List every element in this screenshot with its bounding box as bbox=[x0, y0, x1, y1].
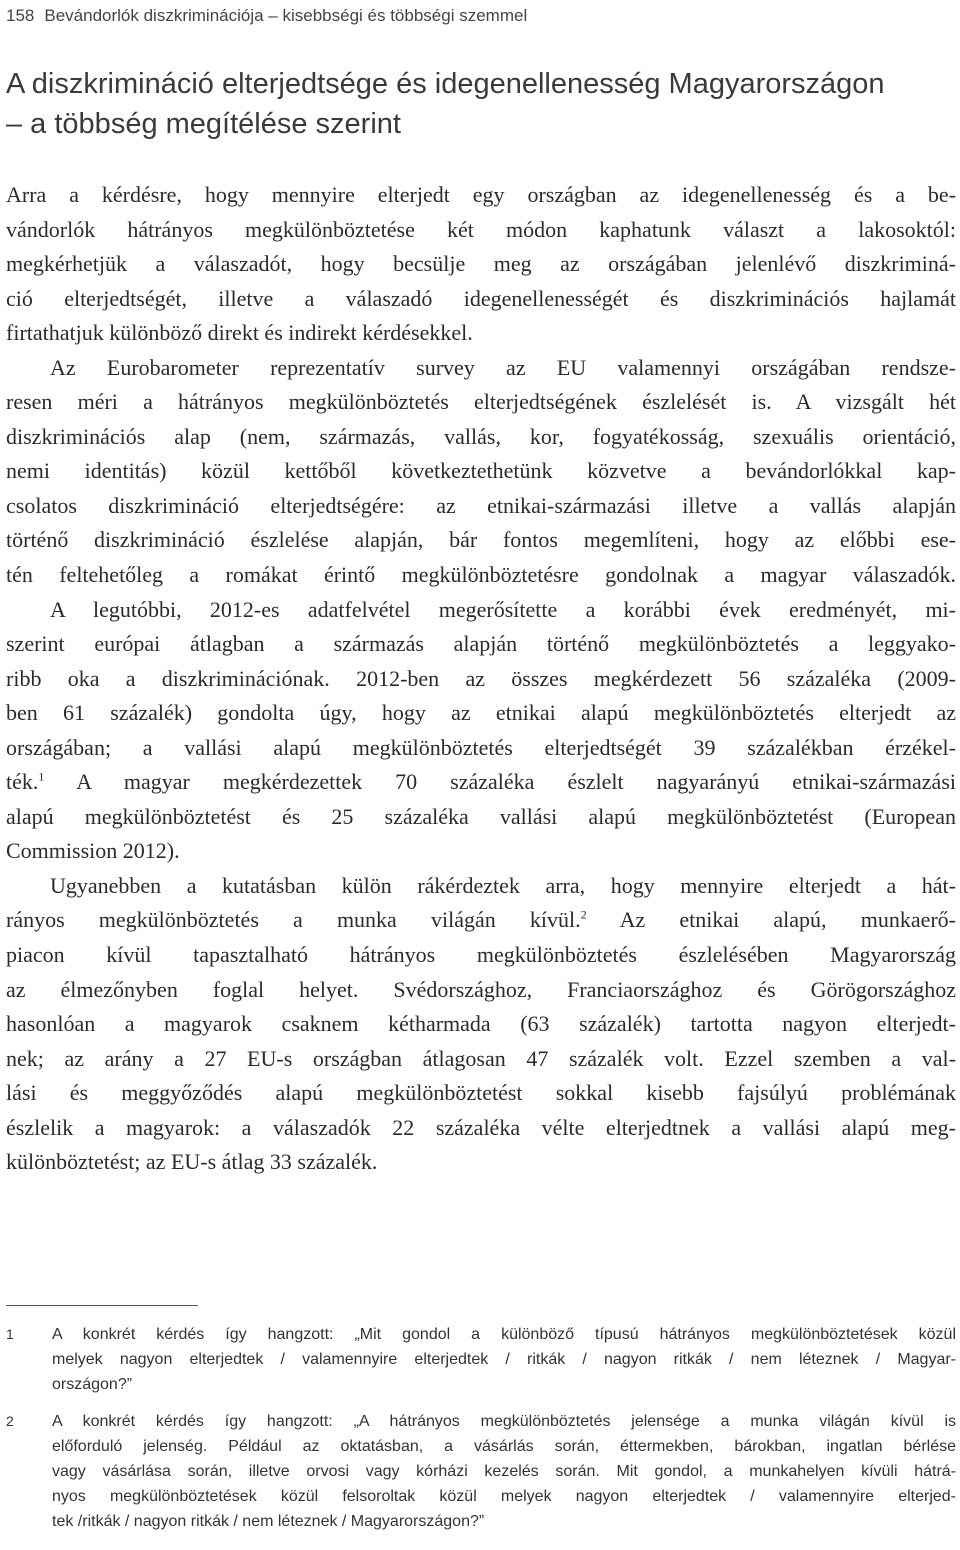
body-line: nemi identitás) közül kettőből következtethetünk közvetve a bevándorlókkal kap- bbox=[6, 458, 956, 484]
body-line: alapú megkülönböztetést és 25 százaléka vallási alapú megkülönböztetést (European bbox=[6, 803, 956, 829]
body-line: resen méri a hátrányos megkülönböztetés elterjedtségének észlelését is. A vizsgált hét bbox=[6, 389, 956, 415]
body-line: hasonlóan a magyarok csaknem kétharmada (63 százalék) tartotta nagyon elterjedt- bbox=[6, 1011, 956, 1037]
body-line: ció elterjedtségét, illetve a válaszadó idegenellenességét és diszkriminációs hajlamát bbox=[6, 285, 956, 311]
footnote-line: tek /ritkák / nagyon ritkák / nem léteznek / Magyarországon?” bbox=[52, 1513, 485, 1530]
body-line bbox=[6, 903, 956, 938]
footnote-line: A konkrét kérdés így hangzott: „A hátrányos megkülönböztetés jelensége a munka világán kívül is bbox=[52, 1413, 956, 1430]
section-title bbox=[6, 64, 956, 144]
footnote-line: melyek nagyon elterjedtek / valamennyire elterjedtek / ritkák / nagyon ritkák / nem léteznek / Magyar- bbox=[52, 1351, 956, 1368]
body-line: Commission 2012). bbox=[6, 838, 180, 864]
body-line: történő diszkrimináció észlelése alapján, bár fontos megemlíteni, hogy az előbbi ese- bbox=[6, 527, 956, 553]
footnote-2 bbox=[6, 1409, 956, 1534]
body-line: ben 61 százalék) gondolta úgy, hogy az etnikai alapú megkülönböztetés elterjedt az bbox=[6, 700, 956, 726]
body-line: különböztetést; az EU-s átlag 33 százalék. bbox=[6, 1149, 378, 1175]
body-line-rest: Az etnikai alapú, munkaerő- bbox=[619, 907, 956, 933]
running-header bbox=[6, 6, 527, 26]
footnote-line: nyos megkülönböztetések közül felsoroltak közül melyek nagyon elterjedtek / valamennyire elterjed- bbox=[52, 1488, 956, 1505]
footnote-ref-2[interactable]: 2 bbox=[580, 908, 587, 923]
body-line bbox=[6, 765, 956, 800]
body-line: országában; a vallási alapú megkülönböztetés elterjedtségét 39 százalékban érzékel- bbox=[6, 734, 956, 760]
footnote-number: 2 bbox=[6, 1413, 14, 1429]
body-text bbox=[6, 178, 956, 1180]
section-title-line-1: A diszkrimináció elterjedtsége és idegenellenesség Magyarországon bbox=[6, 68, 885, 100]
body-line: Ugyanebben a kutatásban külön rákérdeztek arra, hogy mennyire elterjedt a hát- bbox=[50, 872, 956, 898]
body-line: szerint európai átlagban a származás alapján történő megkülönböztetés a leggyako- bbox=[6, 631, 956, 657]
footnote-line: A konkrét kérdés így hangzott: „Mit gondol a különböző típusú hátrányos megkülönböztetések közül bbox=[52, 1326, 956, 1343]
body-line-start: ték. bbox=[6, 769, 39, 795]
body-line: Arra a kérdésre, hogy mennyire elterjedt egy országban az idegenellenesség és a be- bbox=[6, 182, 956, 207]
body-line: megkérhetjük a válaszadót, hogy becsülje meg az országában jelenlévő diszkriminá- bbox=[6, 251, 956, 277]
body-line-rest: A magyar megkérdezettek 70 százaléka észlelt nagyarányú etnikai-származási bbox=[76, 769, 956, 795]
body-line: az élmezőnyben foglal helyet. Svédországhoz, Franciaországhoz és Görögországhoz bbox=[6, 976, 956, 1002]
running-title: Bevándorlók diszkriminációja – kisebbségi és többségi szemmel bbox=[44, 6, 528, 25]
footnote-divider bbox=[6, 1305, 198, 1306]
body-line: tén feltehetőleg a romákat érintő megkülönböztetésre gondolnak a magyar válaszadók. bbox=[6, 562, 956, 588]
body-line: vándorlók hátrányos megkülönböztetése két módon kaphatunk választ a lakosoktól: bbox=[6, 216, 956, 242]
body-line: észlelik a magyarok: a válaszadók 22 százaléka vélte elterjedtnek a vallási alapú meg- bbox=[6, 1114, 956, 1140]
body-line: lási és meggyőződés alapú megkülönböztetést sokkal kisebb fajsúlyú problémának bbox=[6, 1080, 956, 1106]
footnote-ref-1[interactable]: 1 bbox=[38, 769, 45, 784]
footnote-line: előforduló jelenség. Például az oktatásban, a vásárlás során, éttermekben, bárokban, ingatlan bérlése bbox=[52, 1438, 956, 1455]
body-line: firtathatjuk különböző direkt és indirekt kérdésekkel. bbox=[6, 320, 473, 346]
body-line: nek; az arány a 27 EU-s országban átlagosan 47 százalék volt. Ezzel szemben a val- bbox=[6, 1045, 956, 1071]
footnote-line: országon?” bbox=[52, 1376, 133, 1393]
footnote-number: 1 bbox=[6, 1326, 14, 1342]
body-line: piacon kívül tapasztalható hátrányos megkülönböztetés észlelésében Magyarország bbox=[6, 942, 956, 968]
section-title-line-2: – a többség megítélése szerint bbox=[6, 108, 401, 140]
body-line: A legutóbbi, 2012-es adatfelvétel megerősítette a korábbi évek eredményét, mi- bbox=[50, 596, 956, 622]
footnote-1 bbox=[6, 1322, 956, 1397]
body-line: Az Eurobarometer reprezentatív survey az EU valamennyi országában rendsze- bbox=[50, 354, 956, 380]
body-line: ribb oka a diszkriminációnak. 2012-ben az összes megkérdezett 56 százaléka (2009- bbox=[6, 665, 956, 691]
body-line: csolatos diszkrimináció elterjedtségére: az etnikai-származási illetve a vallás alapján bbox=[6, 492, 956, 518]
footnotes bbox=[6, 1322, 956, 1534]
page-number: 158 bbox=[6, 6, 35, 25]
footnote-line: vagy vásárlása során, illetve orvosi vagy kórházi kezelés során. Mit gondol, a munkahelyen kívüli hátrá- bbox=[52, 1463, 956, 1480]
body-line-start: rányos megkülönböztetés a munka világán kívül. bbox=[6, 907, 581, 933]
body-line: diszkriminációs alap (nem, származás, vallás, kor, fogyatékosság, szexuális orientáció, bbox=[6, 423, 956, 449]
